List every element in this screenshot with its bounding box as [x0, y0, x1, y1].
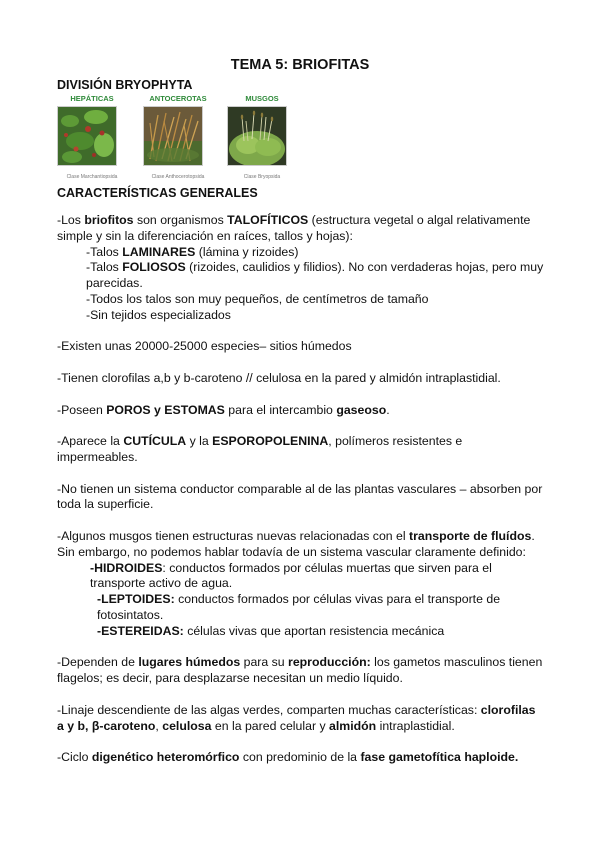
item-laminares: -Talos LAMINARES (lámina y rizoides) [86, 244, 299, 259]
photo-caption: Clase Marchantiopsida [66, 174, 118, 180]
paragraph-especies: -Existen unas 20000-25000 especies– sitios húmedos [57, 339, 352, 354]
paragraph-ciclo: -Ciclo digenético heteromórfico con predominio de la fase gametofítica haploide. [57, 750, 519, 765]
photo-caption: Clase Anthocerotopsida [151, 174, 205, 180]
item-hidroides: -HIDROIDES: conductos formados por células muertas que sirven para el transporte activo de agua. [90, 560, 492, 591]
section-heading: CARACTERÍSTICAS GENERALES [57, 186, 258, 200]
item-foliosos: -Talos FOLIOSOS (rizoides, caulidios y filidios). No con verdaderas hojas, pero muy parecidas. [86, 260, 544, 291]
photo-label: HEPÁTICAS [70, 94, 114, 103]
paragraph-poros: -Poseen POROS y ESTOMAS para el intercambio gaseoso. [57, 402, 390, 417]
division-heading: DIVISIÓN BRYOPHYTA [57, 78, 193, 92]
photo-antocerotas [143, 94, 213, 180]
photo-caption: Clase Bryopsida [243, 174, 281, 180]
item-leptoides: -LEPTOIDES: conductos formados por células vivas para el transporte de fotosintatos. [97, 592, 501, 622]
photo-label: MUSGOS [245, 94, 279, 103]
document-body [57, 213, 545, 766]
bryophyte-photo-strip [57, 94, 297, 180]
paragraph-cuticula: -Aparece la CUTÍCULA y la ESPOROPOLENINA, polímeros resistentes e impermeables. [57, 434, 463, 464]
photo-musgos [227, 94, 297, 180]
hornwort-photo [143, 106, 203, 166]
item-pequenos: -Todos los talos son muy pequeños, de centímetros de tamaño [86, 291, 429, 306]
liverwort-photo [57, 106, 117, 166]
paragraph-sistema-conductor: -No tienen un sistema conductor comparable al de las plantas vasculares – absorben por toda la superficie. [57, 481, 543, 512]
paragraph-reproduccion: -Dependen de lugares húmedos para su reproducción: los gametos masculinos tienen flagelos; es decir, para desplazarse necesitan un medio líquido. [57, 655, 543, 686]
item-tejidos: -Sin tejidos especializados [86, 307, 231, 322]
page-title: TEMA 5: BRIOFITAS [230, 57, 370, 73]
photo-label: ANTOCEROTAS [149, 94, 207, 103]
paragraph-talofiticos: -Los briofitos son organismos TALOFÍTICOS (estructura vegetal o algal relativamente simple y sin la diferenciación en raíces, tallos y hojas): [57, 213, 531, 243]
paragraph-transporte: -Algunos musgos tienen estructuras nuevas relacionadas con el transporte de fluídos. Sin embargo, no podemos hablar todavía de un sistema vascular claramente definido: [57, 528, 535, 559]
moss-photo [227, 106, 287, 166]
item-estereidas: -ESTEREIDAS: células vivas que aportan resistencia mecánica [97, 623, 445, 638]
photo-hepaticas [57, 94, 127, 180]
paragraph-clorofilas: -Tienen clorofilas a,b y b-caroteno // celulosa en la pared y almidón intraplastidial. [57, 370, 501, 385]
paragraph-linaje: -Linaje descendiente de las algas verdes, comparten muchas características: clorofilas a y b, β-caroteno, celulosa en la pared celular y almidón intraplastidial. [57, 702, 536, 733]
